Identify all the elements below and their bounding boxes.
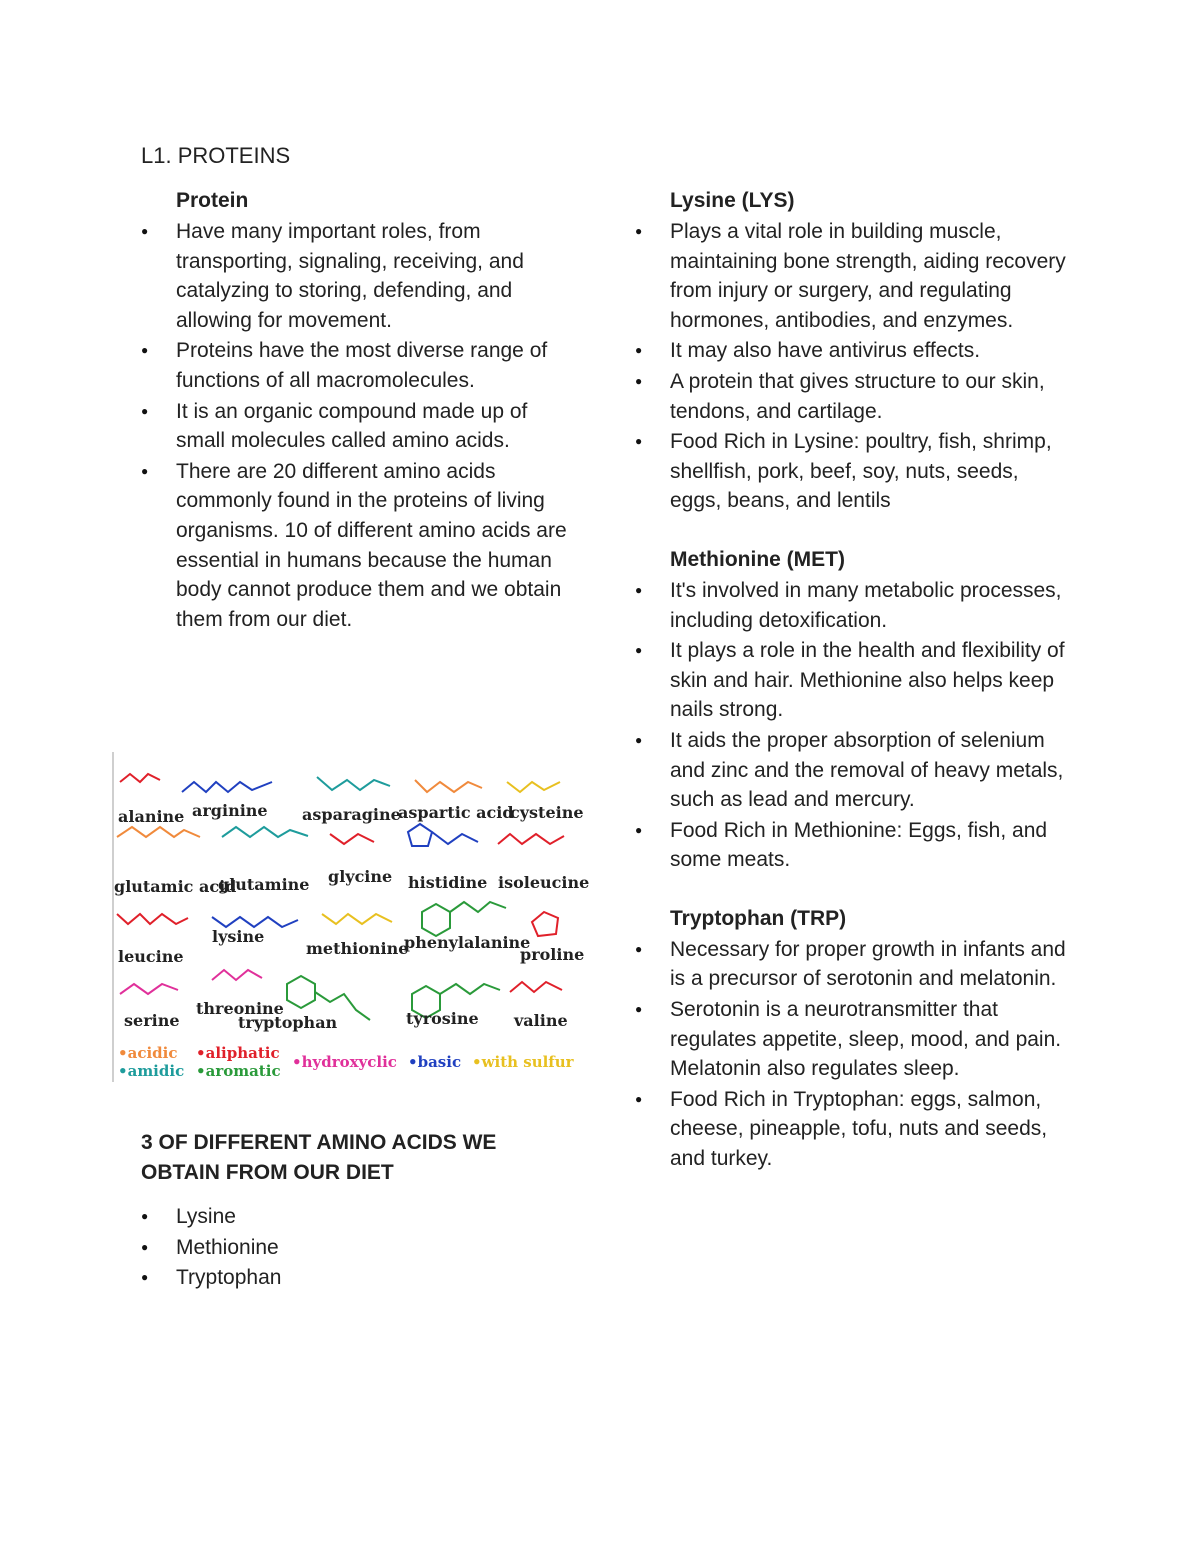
list-item: ● Methionine xyxy=(141,1233,581,1263)
methionine-bullets xyxy=(635,576,1075,875)
protein-heading: Protein xyxy=(176,189,249,212)
label-histidine: histidine xyxy=(408,873,488,892)
diet-list xyxy=(141,1202,581,1293)
methionine-heading: Methionine (MET) xyxy=(670,547,845,571)
list-item: ● Proteins have the most diverse range of functions of all macromolecules. xyxy=(141,336,581,395)
label-tryptophan: tryptophan xyxy=(238,1013,338,1032)
label-asparagine: asparagine xyxy=(302,805,401,824)
label-glutamic-acid: glutamic acid xyxy=(114,877,237,896)
legend-basic: •basic xyxy=(408,1053,462,1071)
label-glycine: glycine xyxy=(328,867,393,886)
legend-aromatic: •aromatic xyxy=(196,1062,281,1080)
list-item: ● Have many important roles, from transporting, signaling, receiving, and catalyzing to storing, defending, and allowing for movement. xyxy=(141,217,581,335)
label-alanine: alanine xyxy=(118,807,185,826)
list-item: ● It is an organic compound made up of small molecules called amino acids. xyxy=(141,397,581,456)
list-item: ● It may also have antivirus effects. xyxy=(635,336,1075,366)
protein-section xyxy=(141,186,581,635)
list-item: ● Food Rich in Methionine: Eggs, fish, and some meats. xyxy=(635,816,1075,875)
legend-hydroxyclic: •hydroxyclic xyxy=(292,1053,397,1071)
lysine-bullets xyxy=(635,217,1075,516)
legend-acidic: •acidic xyxy=(118,1044,178,1062)
diet-section xyxy=(141,1202,581,1294)
tryptophan-bullets xyxy=(635,935,1075,1174)
list-item: ● Food Rich in Tryptophan: eggs, salmon, cheese, pineapple, tofu, nuts and seeds, and turkey. xyxy=(635,1085,1075,1174)
label-leucine: leucine xyxy=(118,947,184,966)
list-item: ● There are 20 different amino acids commonly found in the proteins of living organisms. 10 of different amino acids are essential in humans because the human body cannot produce them and we obtain them from our diet. xyxy=(141,457,581,635)
diet-heading: 3 OF DIFFERENT AMINO ACIDS WE OBTAIN FROM OUR DIET xyxy=(141,1131,497,1184)
list-item: ● Lysine xyxy=(141,1202,581,1232)
label-serine: serine xyxy=(124,1011,180,1030)
list-item: ● Tryptophan xyxy=(141,1263,581,1293)
protein-bullets xyxy=(141,217,581,634)
lysine-heading: Lysine (LYS) xyxy=(670,189,795,212)
label-tyrosine: tyrosine xyxy=(406,1009,479,1028)
list-item: ● Food Rich in Lysine: poultry, fish, shrimp, shellfish, pork, beef, soy, nuts, seeds, eggs, beans, and lentils xyxy=(635,427,1075,516)
page-title: L1. PROTEINS xyxy=(141,143,291,168)
list-item: ● It aids the proper absorption of selenium and zinc and the removal of heavy metals, such as lead and mercury. xyxy=(635,726,1075,815)
legend-aliphatic: •aliphatic xyxy=(196,1044,280,1062)
amino-acid-figure xyxy=(112,752,590,1082)
legend-amidic: •amidic xyxy=(118,1062,185,1080)
list-item: ● Plays a vital role in building muscle, maintaining bone strength, aiding recovery from injury or surgery, and regulating hormones, antibodies, and enzymes. xyxy=(635,217,1075,335)
label-methionine: methionine xyxy=(306,939,409,958)
list-item: ● Serotonin is a neurotransmitter that regulates appetite, sleep, mood, and pain. Melatonin also regulates sleep. xyxy=(635,995,1075,1084)
label-aspartic-acid: aspartic acid xyxy=(398,803,514,822)
label-glutamine: glutamine xyxy=(218,875,310,894)
label-arginine: arginine xyxy=(192,801,268,820)
label-threonine: threonine xyxy=(196,999,284,1018)
label-lysine: lysine xyxy=(212,927,265,946)
tryptophan-heading: Tryptophan (TRP) xyxy=(670,906,847,930)
label-valine: valine xyxy=(514,1011,568,1030)
list-item: ● It plays a role in the health and flexibility of skin and hair. Methionine also helps keep nails strong. xyxy=(635,636,1075,725)
list-item: ● Necessary for proper growth in infants and is a precursor of serotonin and melatonin. xyxy=(635,935,1075,994)
amino-acid-details xyxy=(635,186,1075,1175)
label-phenylalanine: phenylalanine xyxy=(404,933,531,952)
legend-with-sulfur: •with sulfur xyxy=(472,1053,574,1071)
list-item: ● It's involved in many metabolic processes, including detoxification. xyxy=(635,576,1075,635)
list-item: ● A protein that gives structure to our skin, tendons, and cartilage. xyxy=(635,367,1075,426)
label-cysteine: cysteine xyxy=(510,803,584,822)
label-isoleucine: isoleucine xyxy=(498,873,590,892)
label-proline: proline xyxy=(520,945,585,964)
amino-acid-structures xyxy=(112,752,590,1082)
